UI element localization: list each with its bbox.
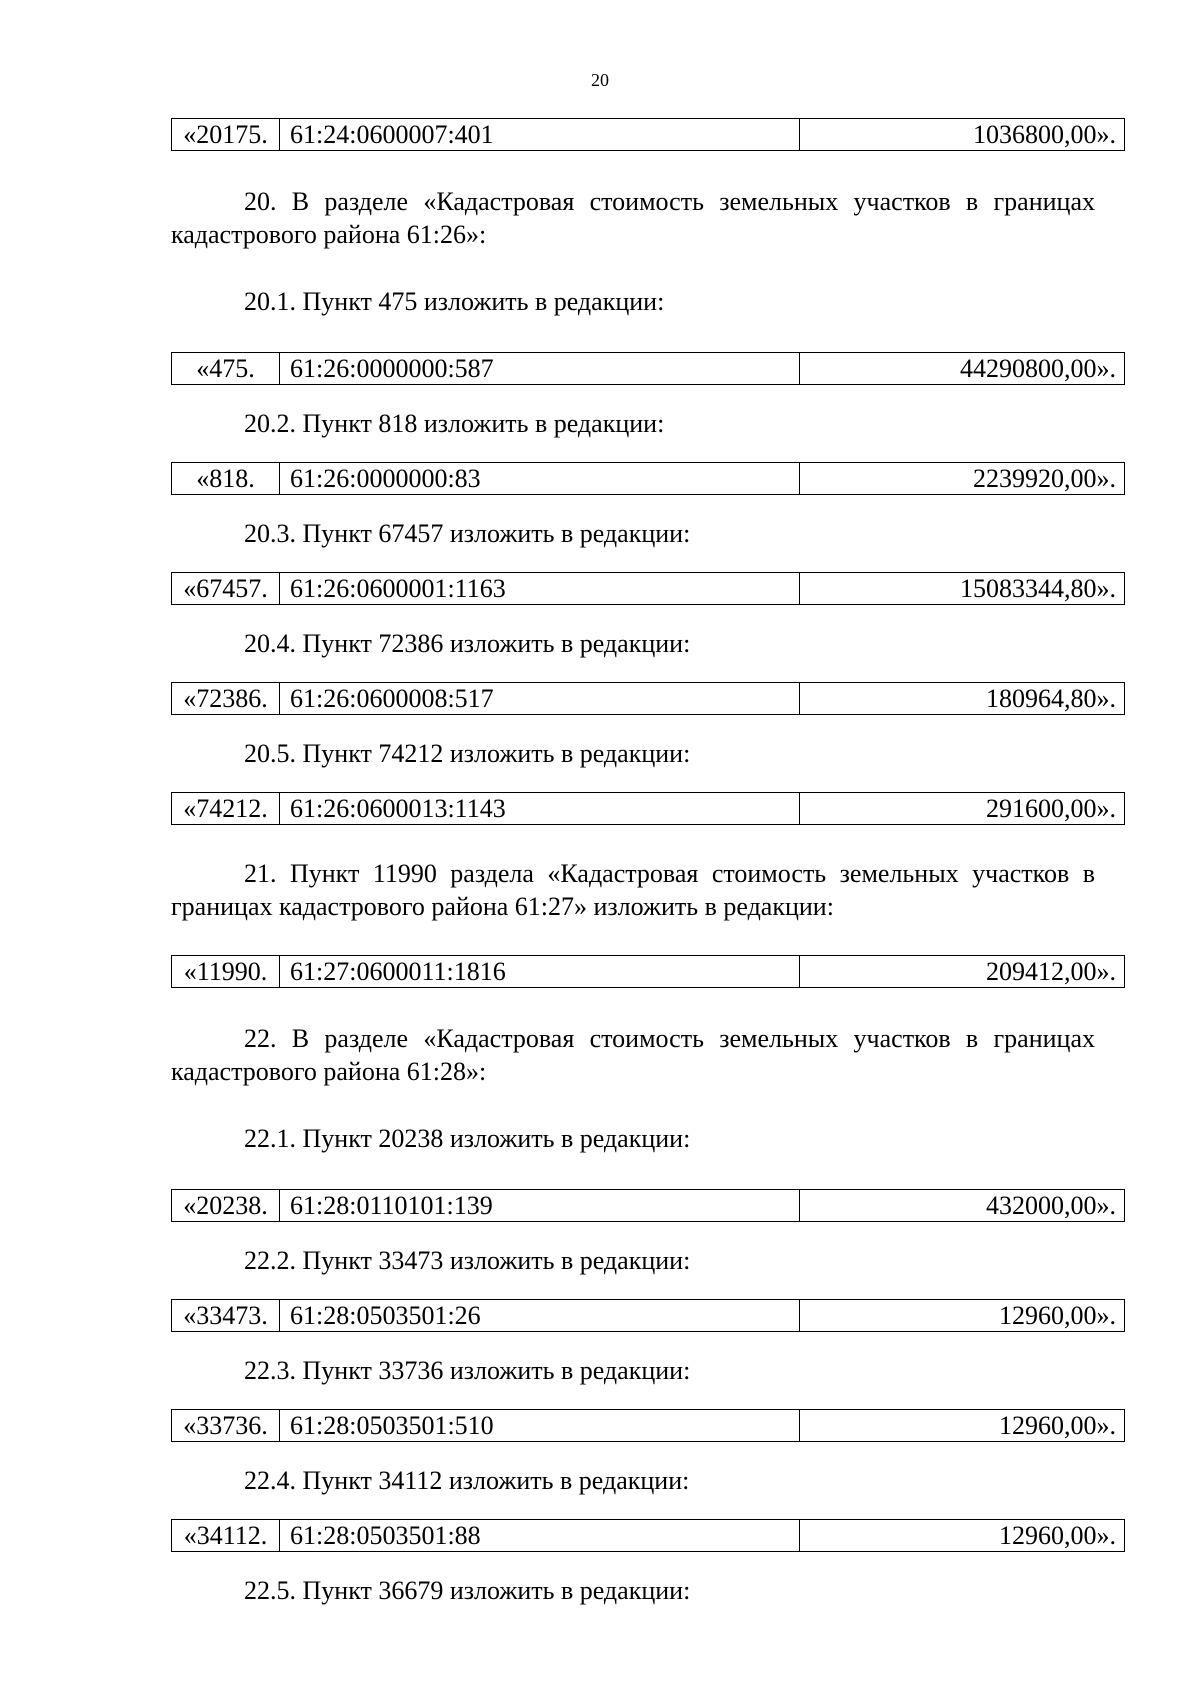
entry-table — [171, 1189, 1125, 1222]
subparagraph-22-4: 22.4. Пункт 34112 изложить в редакции: — [244, 1466, 690, 1495]
cadastral-value: 12960,00». — [800, 1520, 1125, 1552]
entry-table — [171, 462, 1125, 495]
subparagraph-20-4: 20.4. Пункт 72386 изложить в редакции: — [244, 629, 691, 658]
cadastral-value: 209412,00». — [800, 956, 1125, 988]
entry-table — [171, 1519, 1125, 1552]
table-row — [172, 1300, 1125, 1332]
table-row — [172, 463, 1125, 495]
cadastral-value: 291600,00». — [800, 793, 1125, 825]
entry-table — [171, 682, 1125, 715]
paragraph-21: 21. Пункт 11990 раздела «Кадастровая стоимость земельных участков в границах кадастрового района 61:27» изложить в редакции: — [171, 859, 1095, 921]
cadastral-number: 61:28:0503501:88 — [280, 1520, 800, 1552]
item-number: «74212. — [172, 793, 280, 825]
paragraph-22: 22. В разделе «Кадастровая стоимость земельных участков в границах кадастрового района 61:28»: — [171, 1024, 1095, 1086]
item-number: «33736. — [172, 1410, 280, 1442]
table-row — [172, 1520, 1125, 1552]
subparagraph-20-2: 20.2. Пункт 818 изложить в редакции: — [244, 409, 665, 438]
cadastral-value: 432000,00». — [800, 1190, 1125, 1222]
table-row — [172, 683, 1125, 715]
cadastral-number: 61:26:0000000:83 — [280, 463, 800, 495]
cadastral-value: 15083344,80». — [800, 573, 1125, 605]
subparagraph-20-5: 20.5. Пункт 74212 изложить в редакции: — [244, 739, 691, 768]
item-number: «818. — [172, 463, 280, 495]
subparagraph-20-1: 20.1. Пункт 475 изложить в редакции: — [244, 287, 665, 316]
item-number: «20238. — [172, 1190, 280, 1222]
cadastral-value: 44290800,00». — [800, 353, 1125, 385]
table-row — [172, 956, 1125, 988]
item-number: «11990. — [172, 956, 280, 988]
subparagraph-22-2: 22.2. Пункт 33473 изложить в редакции: — [244, 1246, 691, 1275]
cadastral-number: 61:26:0600001:1163 — [280, 573, 800, 605]
cadastral-value: 2239920,00». — [800, 463, 1125, 495]
table-row — [172, 573, 1125, 605]
subparagraph-20-3: 20.3. Пункт 67457 изложить в редакции: — [244, 519, 691, 548]
entry-table — [171, 792, 1125, 825]
table-row — [172, 353, 1125, 385]
cadastral-number: 61:28:0110101:139 — [280, 1190, 800, 1222]
cadastral-number: 61:28:0503501:26 — [280, 1300, 800, 1332]
subparagraph-22-1: 22.1. Пункт 20238 изложить в редакции: — [244, 1124, 691, 1153]
table-row — [172, 1410, 1125, 1442]
item-number: «67457. — [172, 573, 280, 605]
cadastral-number: 61:28:0503501:510 — [280, 1410, 800, 1442]
cadastral-value: 1036800,00». — [800, 119, 1125, 151]
paragraph-20: 20. В разделе «Кадастровая стоимость земельных участков в границах кадастрового района 61:26»: — [171, 187, 1095, 249]
cadastral-value: 180964,80». — [800, 683, 1125, 715]
cadastral-number: 61:26:0600013:1143 — [280, 793, 800, 825]
subparagraph-22-3: 22.3. Пункт 33736 изложить в редакции: — [244, 1356, 691, 1385]
table-row — [172, 119, 1125, 151]
cadastral-number: 61:26:0000000:587 — [280, 353, 800, 385]
table-row — [172, 793, 1125, 825]
subparagraph-22-5: 22.5. Пункт 36679 изложить в редакции: — [244, 1576, 691, 1605]
entry-table — [171, 1409, 1125, 1442]
cadastral-number: 61:24:0600007:401 — [280, 119, 800, 151]
page-number: 20 — [591, 70, 609, 90]
item-number: «72386. — [172, 683, 280, 715]
entry-table — [171, 352, 1125, 385]
table-row — [172, 1190, 1125, 1222]
entry-table — [171, 572, 1125, 605]
item-number: «475. — [172, 353, 280, 385]
item-number: «34112. — [172, 1520, 280, 1552]
document-body — [171, 118, 1125, 1607]
cadastral-value: 12960,00». — [800, 1410, 1125, 1442]
entry-table — [171, 118, 1125, 151]
item-number: «20175. — [172, 119, 280, 151]
cadastral-number: 61:26:0600008:517 — [280, 683, 800, 715]
cadastral-value: 12960,00». — [800, 1300, 1125, 1332]
cadastral-number: 61:27:0600011:1816 — [280, 956, 800, 988]
item-number: «33473. — [172, 1300, 280, 1332]
entry-table — [171, 955, 1125, 988]
entry-table — [171, 1299, 1125, 1332]
